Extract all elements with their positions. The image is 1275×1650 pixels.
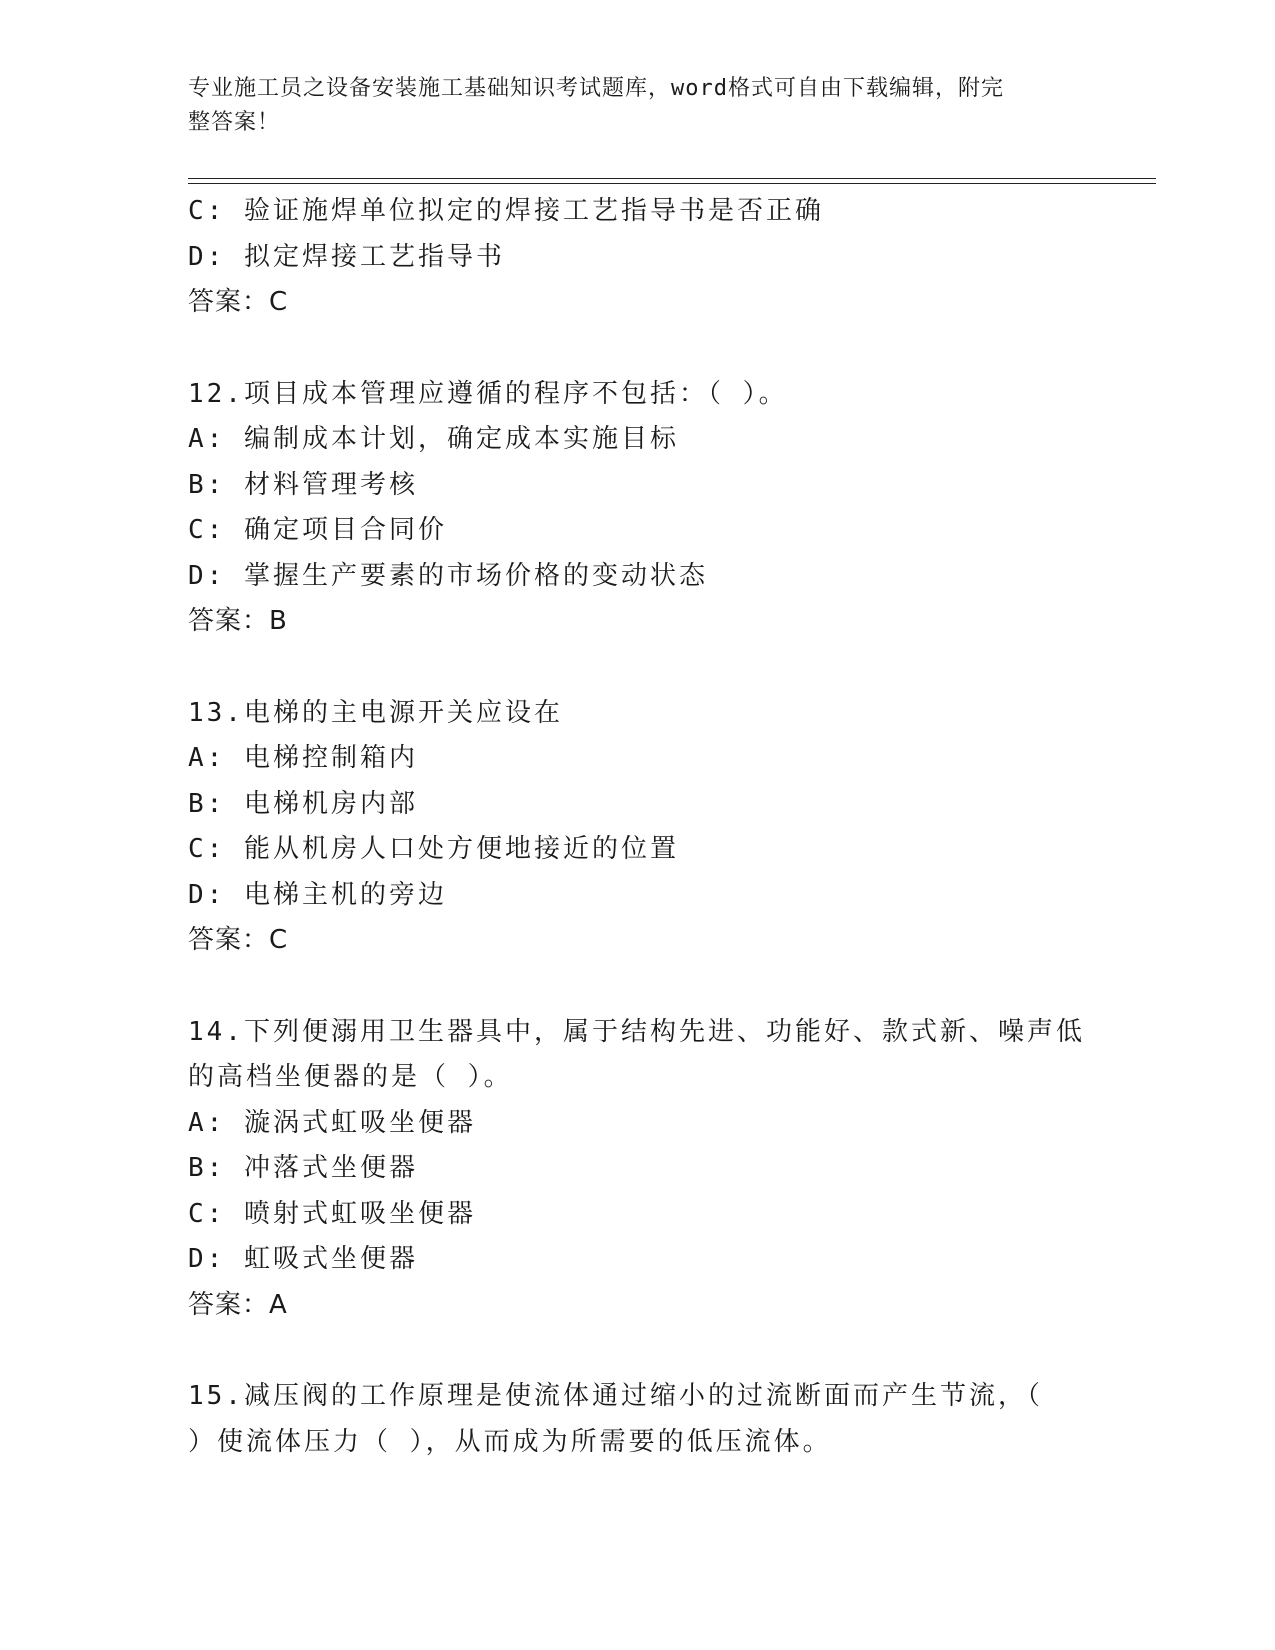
header-line-2: 整答案！ xyxy=(188,110,281,135)
option-b: B: 冲落式坐便器 xyxy=(188,1153,418,1183)
option-d: D: 拟定焊接工艺指导书 xyxy=(188,241,505,272)
option-c: C: 能从机房人口处方便地接近的位置 xyxy=(188,834,679,864)
answer-label: 答案：C xyxy=(188,925,289,955)
question-list xyxy=(188,189,1088,1465)
question-block-11 xyxy=(188,189,1088,326)
option-d: D: 电梯主机的旁边 xyxy=(188,879,447,910)
option-a: A: 漩涡式虹吸坐便器 xyxy=(188,1107,476,1138)
answer-label: 答案：B xyxy=(188,606,288,636)
option-a: A: 编制成本计划，确定成本实施目标 xyxy=(188,424,679,454)
header-line-1: 专业施工员之设备安装施工基础知识考试题库，word格式可自由下载编辑，附完 xyxy=(188,76,1004,101)
option-a: A: 电梯控制箱内 xyxy=(188,743,418,773)
option-c: C: 喷射式虹吸坐便器 xyxy=(188,1198,476,1229)
option-b: B: 材料管理考核 xyxy=(188,469,418,500)
question-block-13 xyxy=(188,691,1088,964)
option-c: C: 确定项目合同价 xyxy=(188,515,447,545)
question-text-line-2: ）使流体压力（ ），从而成为所需要的低压流体。 xyxy=(188,1426,832,1457)
question-text-line-1: 15.减压阀的工作原理是使流体通过缩小的过流断面而产生节流，（ xyxy=(188,1381,1043,1411)
option-d: D: 掌握生产要素的市场价格的变动状态 xyxy=(188,560,708,591)
question-text: 12.项目成本管理应遵循的程序不包括：（ ）。 xyxy=(188,378,788,409)
document-header xyxy=(188,72,1068,140)
option-c: C: 验证施焊单位拟定的焊接工艺指导书是否正确 xyxy=(188,196,824,226)
question-text: 13.电梯的主电源开关应设在 xyxy=(188,697,563,728)
question-text-line-1: 14.下列便溺用卫生器具中，属于结构先进、功能好、款式新、噪声低 xyxy=(188,1016,1085,1047)
question-text-line-2: 的高档坐便器的是（ ）。 xyxy=(188,1062,513,1092)
header-divider-top xyxy=(188,178,1156,179)
option-d: D: 虹吸式坐便器 xyxy=(188,1244,418,1274)
question-block-12 xyxy=(188,372,1088,645)
answer-label: 答案：A xyxy=(188,1289,288,1320)
header-divider-bottom xyxy=(188,183,1156,184)
question-block-14 xyxy=(188,1010,1088,1329)
question-block-15 xyxy=(188,1374,1088,1465)
answer-label: 答案：C xyxy=(188,287,289,317)
option-b: B: 电梯机房内部 xyxy=(188,788,418,819)
